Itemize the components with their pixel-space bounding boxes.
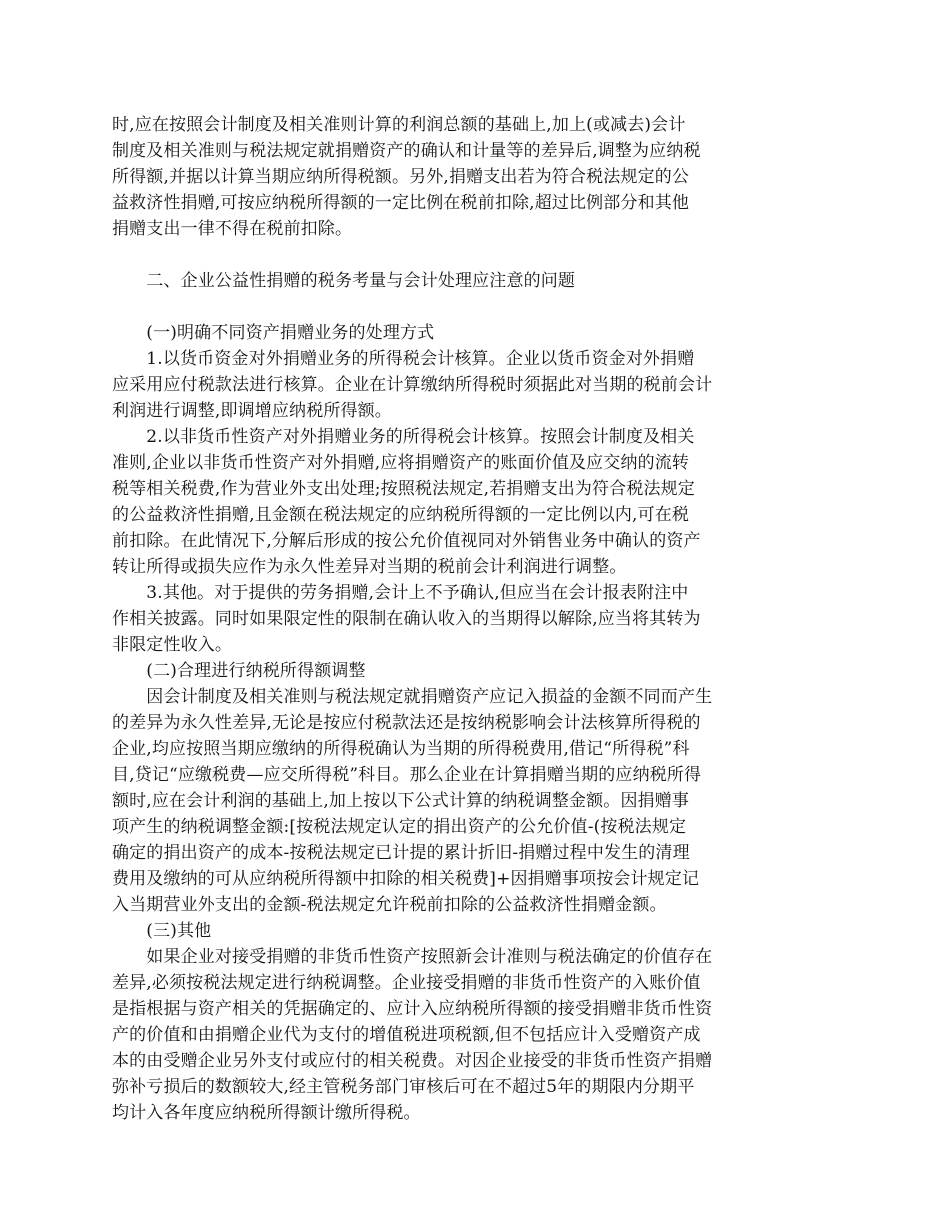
text-line: 因会计制度及相关准则与税法规定就捐赠资产应记入损益的金额不同而产生 xyxy=(112,687,713,707)
text-line: 产的价值和由捐赠企业代为支付的增值税进项税额,但不包括应计入受赠资产成 xyxy=(112,1025,701,1045)
text-line: 额时,应在会计利润的基础上,加上按以下公式计算的纳税调整金额。因捐赠事 xyxy=(112,791,690,811)
text-line: 项产生的纳税调整金额:[按税法规定认定的捐出资产的公允价值-(按税法规定 xyxy=(112,817,687,837)
text-line: (三)其他 xyxy=(112,921,212,941)
text-line: 本的由受赠企业另外支付或应付的相关税费。对因企业接受的非货币性资产捐赠 xyxy=(112,1051,713,1071)
paragraph-spacer xyxy=(112,294,772,320)
document-page xyxy=(112,112,772,1126)
text-line: 准则,企业以非货币性资产对外捐赠,应将捐赠资产的账面价值及应交纳的流转 xyxy=(112,453,690,473)
paragraph-spacer xyxy=(112,242,772,268)
paragraph-p-other xyxy=(112,944,772,1126)
paragraph-p-intro xyxy=(112,112,772,242)
paragraph-heading-2 xyxy=(112,268,772,294)
text-line: 二、企业公益性捐赠的税务考量与会计处理应注意的问题 xyxy=(112,271,576,291)
text-line: 非限定性收入。 xyxy=(112,635,233,655)
paragraph-item-2 xyxy=(112,424,772,580)
text-line: 转让所得或损失应作为永久性差异对当期的税前会计利润进行调整。 xyxy=(112,557,627,577)
text-line: 所得额,并据以计算当期应纳所得税额。另外,捐赠支出若为符合税法规定的公 xyxy=(112,167,690,187)
text-line: 应采用应付税款法进行核算。企业在计算缴纳所得税时须据此对当期的税前会计 xyxy=(112,375,713,395)
text-line: 前扣除。在此情况下,分解后形成的按公允价值视同对外销售业务中确认的资产 xyxy=(112,531,701,551)
text-line: 制度及相关准则与税法规定就捐赠资产的确认和计量等的差异后,调整为应纳税 xyxy=(112,141,701,161)
text-line: 利润进行调整,即调增应纳税所得额。 xyxy=(112,401,392,421)
text-line: 差异,必须按税法规定进行纳税调整。企业接受捐赠的非货币性资产的入账价值 xyxy=(112,973,701,993)
text-line: 作相关披露。同时如果限定性的限制在确认收入的当期得以解除,应当将其转为 xyxy=(112,609,701,629)
paragraph-heading-2-3 xyxy=(112,918,772,944)
text-line: 捐赠支出一律不得在税前扣除。 xyxy=(112,219,353,239)
text-line: 确定的捐出资产的成本-按税法规定已计提的累计折旧-捐赠过程中发生的清理 xyxy=(112,843,690,863)
text-line: 2.以非货币性资产对外捐赠业务的所得税会计核算。按照会计制度及相关 xyxy=(112,427,695,447)
text-line: (二)合理进行纳税所得额调整 xyxy=(112,661,366,681)
text-line: 入当期营业外支出的金额-税法规定允许税前扣除的公益救济性捐赠金额。 xyxy=(112,895,667,915)
text-line: 目,贷记“应缴税费—应交所得税”科目。那么企业在计算捐赠当期的应纳税所得 xyxy=(112,765,702,785)
text-line: 1.以货币资金对外捐赠业务的所得税会计核算。企业以货币资金对外捐赠 xyxy=(112,349,695,369)
paragraph-item-1 xyxy=(112,346,772,424)
text-line: 弥补亏损后的数额较大,经主管税务部门审核后可在不超过5年的期限内分期平 xyxy=(112,1077,695,1097)
paragraph-heading-2-1 xyxy=(112,320,772,346)
text-line: 是指根据与资产相关的凭据确定的、应计入应纳税所得额的接受捐赠非货币性资 xyxy=(112,999,713,1019)
text-line: 费用及缴纳的可从应纳税所得额中扣除的相关税费]+因捐赠事项按会计规定记 xyxy=(112,869,700,889)
text-line: 益救济性捐赠,可按应纳税所得额的一定比例在税前扣除,超过比例部分和其他 xyxy=(112,193,690,213)
paragraph-heading-2-2 xyxy=(112,658,772,684)
text-line: 企业,均应按照当期应缴纳的所得税确认为当期的所得税费用,借记“所得税”科 xyxy=(112,739,690,759)
text-line: (一)明确不同资产捐赠业务的处理方式 xyxy=(112,323,435,343)
text-line: 的差异为永久性差异,无论是按应付税款法还是按纳税影响会计法核算所得税的 xyxy=(112,713,701,733)
text-line: 税等相关税费,作为营业外支出处理;按照税法规定,若捐赠支出为符合税法规定 xyxy=(112,479,695,499)
text-line: 时,应在按照会计制度及相关准则计算的利润总额的基础上,加上(或减去)会计 xyxy=(112,115,686,135)
paragraph-item-3 xyxy=(112,580,772,658)
text-line: 的公益救济性捐赠,且金额在税法规定的应纳税所得额的一定比例以内,可在税 xyxy=(112,505,690,525)
text-line: 均计入各年度应纳税所得额计缴所得税。 xyxy=(112,1103,421,1123)
paragraph-p-adjust xyxy=(112,684,772,918)
text-line: 3.其他。对于提供的劳务捐赠,会计上不予确认,但应当在会计报表附注中 xyxy=(112,583,689,603)
text-line: 如果企业对接受捐赠的非货币性资产按照新会计准则与税法确定的价值存在 xyxy=(112,947,713,967)
